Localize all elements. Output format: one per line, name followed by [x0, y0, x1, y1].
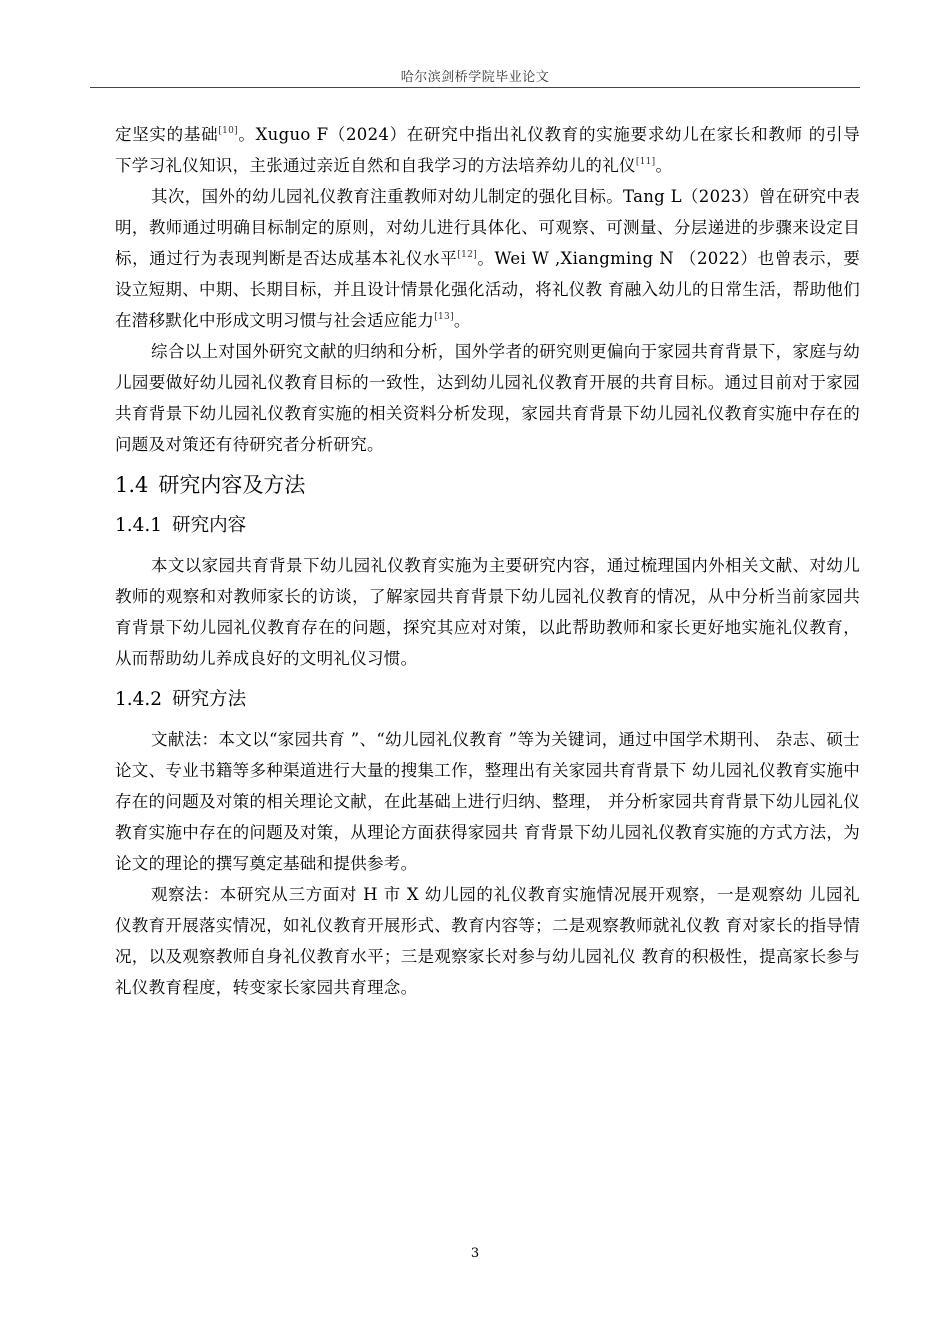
- citation: [10]: [218, 125, 238, 136]
- header-rule: [90, 87, 860, 88]
- paragraph-observation-method: 观察法：本研究从三方面对 H 市 X 幼儿园的礼仪教育实施情况展开观察，一是观察幼 儿园礼仪教育开展落实情况，如礼仪教育开展形式、教育内容等；二是观察教师就礼仪教 育对家长的指导情况，以及观察教师自身礼仪教育水平；三是观察家长对参与幼儿园礼仪 教育的积极性，提高家长参与礼仪教育程度，转变家长家园共育理念。: [115, 885, 860, 997]
- paragraph-text: 。: [655, 156, 673, 175]
- paragraph-text: 。Xuguo F（2024）在研究中指出礼仪教育的实施要求幼儿在家长和教师 的引导下学习礼仪知识，主张通过亲近自然和自我学习的方法培养幼儿的礼仪: [115, 125, 860, 175]
- section-heading-1-4-1: [115, 512, 860, 540]
- paragraph-goals: [115, 181, 860, 336]
- paragraph-continuation: [115, 119, 860, 181]
- paragraph-text: 定坚实的基础: [115, 125, 219, 144]
- paragraph-research-content: 本文以家园共育背景下幼儿园礼仪教育实施为主要研究内容，通过梳理国内外相关文献、对幼儿教师的观察和对教师家长的访谈，了解家园共育背景下幼儿园礼仪教育的情况，从中分析当前家园共育背景下幼儿园礼仪教育存在的问题，探究其应对对策，以此帮助教师和家长更好地实施礼仪教育，从而帮助幼儿养成良好的文明礼仪习惯。: [115, 556, 860, 668]
- paragraph-text: 。Wei W ,Xiangming N （2022）也曾表示，要设立短期、中期、长期目标，并且设计情景化强化活动，将礼仪教 育融入幼儿的日常生活，帮助他们在潜移默化中形成文明习惯与社会适应能力: [115, 249, 860, 330]
- section-title: 研究方法: [172, 689, 247, 710]
- section-number: 1.4: [115, 473, 149, 497]
- citation: [11]: [635, 156, 656, 167]
- page-number: 3: [470, 1246, 480, 1261]
- section-number: 1.4.2: [115, 689, 163, 710]
- section-title: 研究内容及方法: [158, 473, 306, 497]
- citation: [13]: [434, 311, 454, 322]
- paragraph-literature-method: 文献法：本文以“家园共育 ”、“幼儿园礼仪教育 ”等为关键词，通过中国学术期刊、 杂志、硕士论文、专业书籍等多种渠道进行大量的搜集工作，整理出有关家园共育背景下 幼儿园礼仪教育实施中存在的问题及对策的相关理论文献，在此基础上进行归纳、整理， 并分析家园共育背景下幼儿园礼仪教育实施中存在的问题及对策，从理论方面获得家园共 育背景下幼儿园礼仪教育实施的方式方法，为论文的理论的撰写奠定基础和提供参考。: [115, 730, 860, 873]
- page-header: 哈尔滨剑桥学院毕业论文: [400, 70, 550, 85]
- section-heading-1-4-2: [115, 686, 860, 714]
- section-heading-1-4: [115, 470, 860, 500]
- section-number: 1.4.1: [115, 515, 163, 536]
- paragraph-text: 其次，国外的幼儿园礼仪教育注重教师对幼儿制定的强化目标。Tang L（2023）曾在研究中表明，教师通过明确目标制定的原则，对幼儿进行具体化、可观察、可测量、分层递进的步骤来设定目标，通过行为表现判断是否达成基本礼仪水平: [115, 187, 860, 268]
- paragraph-summary: 综合以上对国外研究文献的归纳和分析，国外学者的研究则更偏向于家园共育背景下，家庭与幼儿园要做好幼儿园礼仪教育目标的一致性，达到幼儿园礼仪教育开展的共育目标。通过目前对于家园共育背景下幼儿园礼仪教育实施的相关资料分析发现，家园共育背景下幼儿园礼仪教育实施中存在的问题及对策还有待研究者分析研究。: [115, 342, 860, 454]
- page-body: [115, 119, 860, 1003]
- citation: [12]: [457, 249, 478, 260]
- section-title: 研究内容: [172, 515, 247, 536]
- paragraph-text: 。: [453, 311, 471, 330]
